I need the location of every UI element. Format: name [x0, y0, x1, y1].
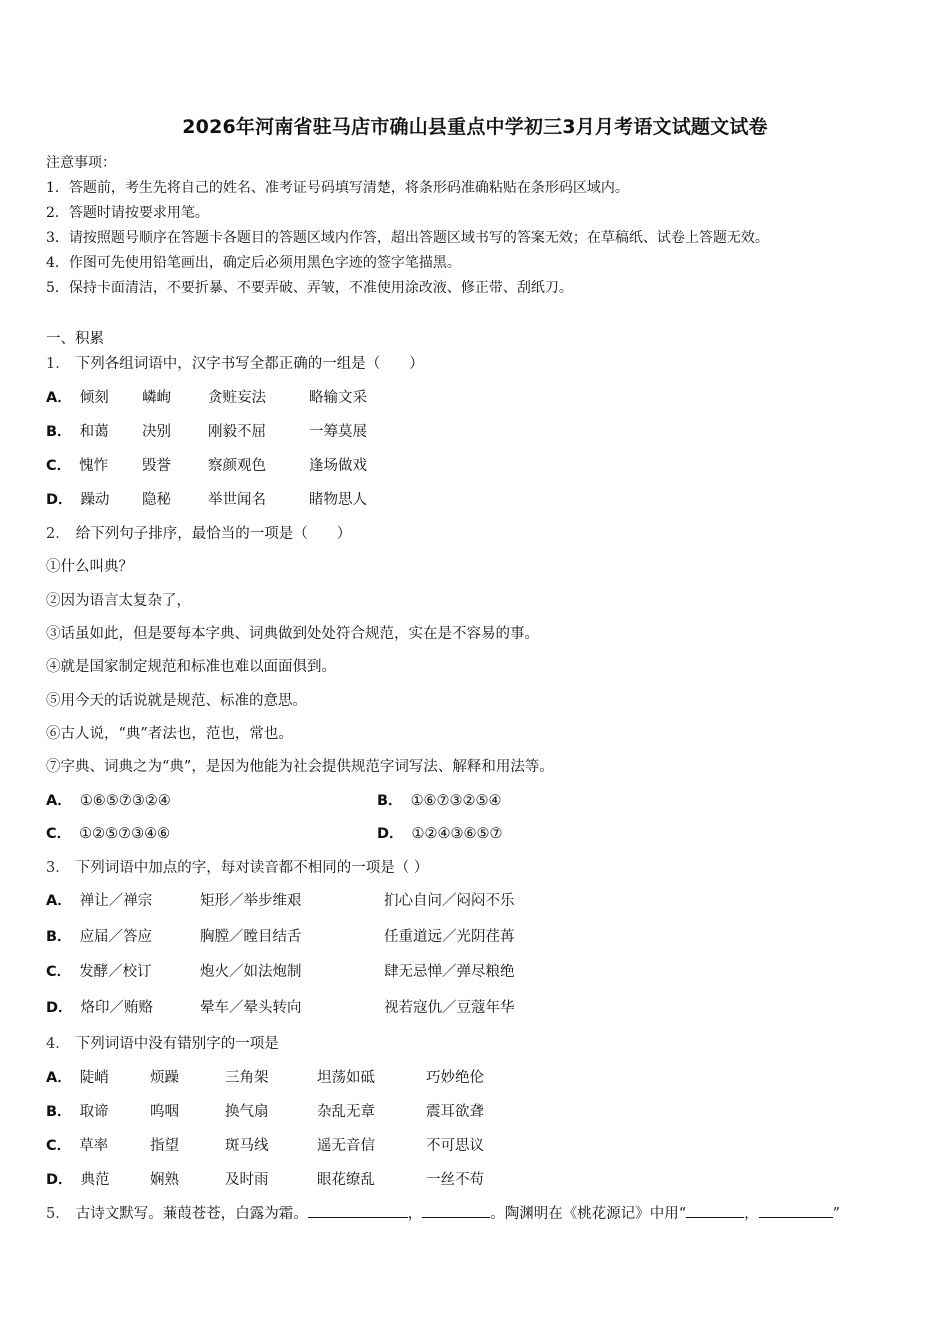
- option-d[interactable]: [46, 996, 153, 1017]
- option-word: 嶙峋: [142, 390, 171, 406]
- option-word: 指望: [150, 1138, 179, 1154]
- option-word: 倾刻: [79, 390, 109, 406]
- option-word: 巧妙绝伦: [426, 1070, 484, 1086]
- option-word: 不可思议: [426, 1138, 484, 1154]
- option-label: A．: [46, 893, 72, 909]
- option-label: C．: [46, 458, 72, 474]
- question-text: 下列各组词语中，汉字书写全都正确的一组是（ ）: [75, 356, 424, 372]
- option-label: A．: [46, 793, 72, 809]
- option-word: 三角架: [225, 1070, 269, 1086]
- option-word: 取谛: [79, 1104, 109, 1120]
- option-word: 应届／答应: [79, 929, 153, 945]
- option-word: 发酵／校订: [79, 964, 152, 980]
- option-label: C．: [46, 964, 72, 980]
- note-item: 5．保持卡面清洁，不要折暴、不要弄破、弄皱，不准使用涂改液、修正带、刮纸刀。: [46, 280, 573, 296]
- question-number: 3．: [46, 860, 70, 876]
- option-word: 矩形／举步维艰: [200, 893, 302, 909]
- sentence-item: ⑥古人说，“典”者法也，范也，常也。: [46, 726, 293, 742]
- answer-blank[interactable]: [759, 1203, 833, 1218]
- option-word: 睹物思人: [309, 492, 367, 508]
- option-word: 决别: [142, 424, 171, 440]
- sentence-item: ②因为语言太复杂了，: [46, 593, 191, 609]
- option-word: 逢场做戏: [309, 458, 367, 474]
- option-label: B．: [46, 929, 72, 945]
- note-item: 4．作图可先使用铅笔画出，确定后必须用黑色字迹的签字笔描黑。: [46, 255, 461, 271]
- question-2-stem: [46, 522, 351, 543]
- option-word: 草率: [79, 1138, 109, 1154]
- option-a[interactable]: [46, 889, 152, 910]
- option-word: 烙印／贿赂: [80, 1000, 154, 1016]
- question-text: 。陶渊明在《桃花源记》中用“: [490, 1206, 687, 1222]
- option-word: 禅让／禅宗: [79, 893, 153, 909]
- question-number: 2．: [46, 526, 70, 542]
- question-text: 下列词语中没有错别字的一项是: [75, 1036, 279, 1052]
- note-item: 1．答题前，考生先将自己的姓名、准考证号码填写清楚，将条形码准确粘贴在条形码区域内。: [46, 180, 629, 196]
- option-word: 肆无忌惮／弹尽粮绝: [384, 964, 515, 980]
- option-word: 举世闻名: [208, 492, 266, 508]
- option-text: ①⑥⑦③②⑤④: [410, 793, 502, 809]
- option-b[interactable]: [46, 925, 152, 946]
- option-word: 察颜观色: [208, 458, 266, 474]
- option-word: 扪心自问／闷闷不乐: [384, 893, 515, 909]
- option-label: C．: [46, 826, 72, 842]
- sentence-item: ①什么叫典？: [46, 559, 133, 575]
- option-c[interactable]: [46, 822, 170, 843]
- question-4-stem: [46, 1032, 279, 1053]
- option-label: B．: [46, 424, 72, 440]
- question-text: 给下列句子排序，最恰当的一项是（ ）: [75, 526, 352, 542]
- option-a[interactable]: [46, 789, 171, 810]
- option-a[interactable]: [46, 1066, 109, 1087]
- option-label: D．: [46, 1000, 73, 1016]
- punctuation: ，: [407, 1206, 423, 1222]
- option-label: D．: [46, 1172, 73, 1188]
- question-text: 古诗文默写。蒹葭苍苍，白露为霜。: [75, 1206, 308, 1222]
- option-label: D．: [46, 492, 73, 508]
- option-word: 震耳欲聋: [426, 1104, 484, 1120]
- option-word: 典范: [80, 1172, 110, 1188]
- option-d[interactable]: [46, 488, 110, 509]
- option-d[interactable]: [46, 1168, 110, 1189]
- option-word: 任重道远／光阴荏苒: [384, 929, 515, 945]
- option-c[interactable]: [46, 1134, 108, 1155]
- note-item: 2．答题时请按要求用笔。: [46, 205, 209, 221]
- question-5-stem: [46, 1202, 840, 1223]
- sentence-item: ④就是国家制定规范和标准也难以面面俱到。: [46, 659, 336, 675]
- option-text: ①⑥⑤⑦③②④: [79, 793, 171, 809]
- option-word: 娴熟: [150, 1172, 179, 1188]
- question-number: 5．: [46, 1206, 70, 1222]
- question-3-stem: [46, 856, 428, 877]
- option-word: 呜咽: [150, 1104, 179, 1120]
- sentence-item: ⑦字典、词典之为“典”，是因为他能为社会提供规范字词写法、解释和用法等。: [46, 759, 554, 775]
- option-d[interactable]: [377, 822, 503, 843]
- option-word: 躁动: [80, 492, 110, 508]
- section-heading: 一、积累: [46, 331, 104, 347]
- option-word: 隐秘: [142, 492, 171, 508]
- option-word: 贪赃妄法: [208, 390, 266, 406]
- page-title: 2026年河南省驻马店市确山县重点中学初三3月月考语文试题文试卷: [182, 116, 768, 138]
- option-word: 杂乱无章: [317, 1104, 375, 1120]
- answer-blank[interactable]: [422, 1203, 490, 1218]
- option-word: 视若寇仇／豆蔻年华: [384, 1000, 515, 1016]
- option-word: 一筹莫展: [309, 424, 367, 440]
- option-word: 坦荡如砥: [317, 1070, 375, 1086]
- option-label: C．: [46, 1138, 72, 1154]
- notes-heading: 注意事项：: [46, 155, 116, 171]
- question-number: 4．: [46, 1036, 70, 1052]
- option-text: ①②④③⑥⑤⑦: [411, 826, 503, 842]
- option-word: 毁誉: [142, 458, 171, 474]
- option-word: 及时雨: [225, 1172, 269, 1188]
- option-word: 陡峭: [79, 1070, 109, 1086]
- option-word: 遥无音信: [317, 1138, 375, 1154]
- option-label: B．: [377, 793, 403, 809]
- option-label: B．: [46, 1104, 72, 1120]
- option-word: 眼花缭乱: [317, 1172, 375, 1188]
- option-word: 晕车／晕头转向: [200, 1000, 302, 1016]
- option-c[interactable]: [46, 960, 152, 981]
- question-text: ”: [832, 1206, 841, 1222]
- option-word: 略输文采: [309, 390, 367, 406]
- option-word: 刚毅不屈: [208, 424, 266, 440]
- punctuation: ，: [744, 1206, 759, 1222]
- note-item: 3．请按照题号顺序在答题卡各题目的答题区域内作答，超出答题区域书写的答案无效；在草稿纸、试卷上答题无效。: [46, 230, 769, 246]
- sentence-item: ③话虽如此，但是要每本字典、词典做到处处符合规范，实在是不容易的事。: [46, 626, 539, 642]
- option-text: ①②⑤⑦③④⑥: [79, 826, 171, 842]
- question-1-stem: [46, 352, 424, 373]
- option-b[interactable]: [377, 789, 502, 810]
- option-b[interactable]: [46, 420, 109, 441]
- option-word: 一丝不苟: [426, 1172, 484, 1188]
- option-c[interactable]: [46, 454, 108, 475]
- question-number: 1．: [46, 356, 70, 372]
- option-word: 换气扇: [225, 1104, 269, 1120]
- option-a[interactable]: [46, 386, 109, 407]
- option-label: D．: [377, 826, 404, 842]
- option-word: 炮火／如法炮制: [200, 964, 302, 980]
- option-label: A．: [46, 1070, 72, 1086]
- option-word: 胸膛／瞠目结舌: [200, 929, 302, 945]
- answer-blank[interactable]: [308, 1203, 408, 1218]
- question-text: 下列词语中加点的字，每对读音都不相同的一项是（ ）: [75, 860, 429, 876]
- option-label: A．: [46, 390, 72, 406]
- option-word: 愧怍: [79, 458, 109, 474]
- answer-blank[interactable]: [686, 1203, 744, 1218]
- sentence-item: ⑤用今天的话说就是规范、标准的意思。: [46, 693, 307, 709]
- option-word: 烦躁: [150, 1070, 179, 1086]
- option-b[interactable]: [46, 1100, 109, 1121]
- option-word: 和蔼: [79, 424, 109, 440]
- option-word: 斑马线: [225, 1138, 269, 1154]
